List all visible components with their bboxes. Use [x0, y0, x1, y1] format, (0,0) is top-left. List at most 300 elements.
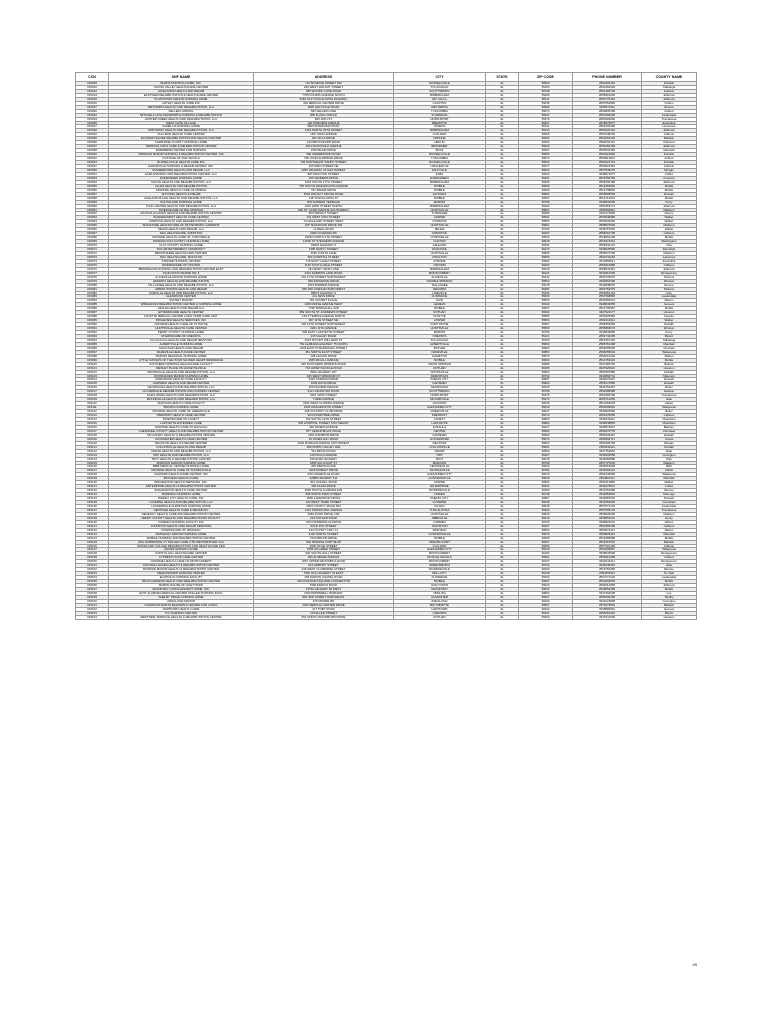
table-cell: 36266: [519, 291, 573, 295]
table-cell: 015050: [76, 168, 109, 172]
table-cell: AL: [486, 153, 519, 157]
table-cell: 36037: [519, 410, 573, 414]
table-cell: 2563321826: [573, 153, 642, 157]
column-header: COUNTY NAME: [642, 73, 697, 82]
table-cell: 015161: [76, 603, 109, 607]
table-cell: AL: [486, 386, 519, 390]
table-cell: 1825 HOLTVILLE ROAD: [254, 105, 394, 109]
table-cell: AL: [486, 497, 519, 501]
table-cell: 36756: [519, 331, 573, 335]
table-cell: 3346874627: [573, 425, 642, 429]
table-cell: AL: [486, 390, 519, 394]
table-cell: 1655 MCGILL AVENUE: [254, 358, 394, 362]
table-cell: 35563: [519, 299, 573, 303]
table-cell: Geneva: [642, 303, 697, 307]
table-cell: 612 LUDINGTON ROAD: [254, 390, 394, 394]
table-cell: 3406 EAST PUSHMATAHA STREET: [254, 346, 394, 350]
table-cell: 300 MEDICAL CENTER DRIVE: [254, 101, 394, 105]
table-cell: 3342892741: [573, 374, 642, 378]
table-cell: HANCEVILLE NURSING & REHAB CENTER, INC.: [109, 165, 254, 169]
column-header: ADDRESS: [254, 73, 394, 82]
table-cell: HUNTSVILLE: [394, 208, 486, 212]
table-cell: 2053405111: [573, 572, 642, 576]
table-cell: 2565829261: [573, 532, 642, 536]
table-cell: 2057554960: [573, 101, 642, 105]
table-cell: GEORGIANA HEALTH AND REHABILITATION, LLC: [109, 386, 254, 390]
table-cell: 3343823066: [573, 410, 642, 414]
table-cell: Geneva: [642, 607, 697, 611]
table-cell: AL: [486, 342, 519, 346]
table-cell: FLORENCE: [394, 295, 486, 299]
table-cell: 3343354629: [573, 501, 642, 505]
table-cell: DIVERSICARE OF OXFORD: [109, 263, 254, 267]
table-cell: 2053253171: [573, 204, 642, 208]
table-cell: 015160: [76, 599, 109, 603]
table-cell: 015047: [76, 165, 109, 169]
table-cell: MONTGOMERY: [394, 560, 486, 564]
table-cell: 015067: [76, 232, 109, 236]
table-cell: MOBILE NURSING AND REHABILITATION CENTER: [109, 536, 254, 540]
table-cell: ATHENS: [394, 125, 486, 129]
table-cell: HUEYTOWN: [394, 584, 486, 588]
table-cell: ARBOR WOODS HEALTH AND REHAB: [109, 287, 254, 291]
table-cell: 3346443111: [573, 418, 642, 422]
table-cell: Marshall: [642, 477, 697, 481]
table-cell: 2563814541: [573, 157, 642, 161]
table-cell: Tallapoosa: [642, 548, 697, 552]
table-cell: CROWNE HEALTH CARE OF GREENVILLE: [109, 410, 254, 414]
table-cell: 3104 DAUPHIN SQUARE CONNECTOR: [254, 580, 394, 584]
table-cell: GADSDEN HEALTH AND REHAB CENTER: [109, 382, 254, 386]
table-cell: 015053: [76, 176, 109, 180]
table-cell: 015134: [76, 497, 109, 501]
table-cell: 015015: [76, 97, 109, 101]
table-cell: 36107: [519, 560, 573, 564]
table-cell: 35007: [519, 595, 573, 599]
table-cell: 2569275778: [573, 429, 642, 433]
table-cell: Walker: [642, 220, 697, 224]
table-cell: TUSCUMBIA: [394, 109, 486, 113]
table-cell: 510 ELBA HIGHWAY: [254, 457, 394, 461]
table-cell: 2059325966: [573, 315, 642, 319]
table-cell: BIRMINGHAM: [394, 204, 486, 208]
table-cell: 015158: [76, 591, 109, 595]
table-cell: Escambia: [642, 121, 697, 125]
table-cell: 2565439497: [573, 433, 642, 437]
table-cell: HAMILTON: [394, 354, 486, 358]
table-cell: ONEONTA: [394, 611, 486, 615]
table-cell: COOSA VALLEY HEALTHCARE CENTER: [109, 85, 254, 89]
table-cell: SYLACAUGA: [394, 338, 486, 342]
table-cell: 1607 MAIN AVENUE: [254, 133, 394, 137]
table-cell: CITRONELLE: [394, 236, 486, 240]
table-cell: EASTERN SHORE REHABILITATION AND HEALTH CENTER: [109, 137, 254, 141]
table-cell: MONROE MANOR HEALTH & REHABILITATION CENTER: [109, 568, 254, 572]
table-cell: 35805: [519, 251, 573, 255]
table-cell: 701 MONROE STREET NW: [254, 82, 394, 86]
table-cell: ALABASTER: [394, 595, 486, 599]
table-cell: ENTERPRISE: [394, 485, 486, 489]
table-cell: 015082: [76, 291, 109, 295]
table-cell: MARION REGIONAL NURSING HOME: [109, 354, 254, 358]
table-cell: 35042: [519, 465, 573, 469]
table-cell: Walker: [642, 481, 697, 485]
table-cell: AL: [486, 101, 519, 105]
table-cell: Monroe: [642, 568, 697, 572]
table-cell: Perry: [642, 200, 697, 204]
table-cell: 2563299867: [573, 548, 642, 552]
table-cell: 36607: [519, 307, 573, 311]
table-cell: 36207: [519, 232, 573, 236]
table-cell: 015132: [76, 489, 109, 493]
table-cell: 35661: [519, 556, 573, 560]
table-cell: 015087: [76, 311, 109, 315]
table-cell: Tuscaloosa: [642, 117, 697, 121]
table-cell: AL: [486, 508, 519, 512]
table-cell: 8932 HIGHWAY 227: [254, 370, 394, 374]
table-cell: COLONIAL HAVEN HEALTH & REHABILITATION CENTER: [109, 564, 254, 568]
table-cell: AL: [486, 358, 519, 362]
table-cell: 36604: [519, 358, 573, 362]
table-cell: 015076: [76, 267, 109, 271]
table-cell: AL: [486, 109, 519, 113]
table-cell: 015061: [76, 208, 109, 212]
table-cell: 015121: [76, 445, 109, 449]
table-cell: 015143: [76, 532, 109, 536]
table-cell: 2052742365: [573, 335, 642, 339]
table-cell: Lawrence: [642, 255, 697, 259]
table-cell: 2053734507: [573, 275, 642, 279]
table-cell: 35960: [519, 429, 573, 433]
table-cell: 36420: [519, 599, 573, 603]
table-cell: AL: [486, 421, 519, 425]
table-cell: 36203: [519, 263, 573, 267]
table-cell: 705 NORTHEAST SANDY STREET: [254, 161, 394, 165]
table-cell: ELIOPOLIS NURSING FACILITY: [109, 576, 254, 580]
table-cell: GREENSBORO: [394, 564, 486, 568]
table-cell: 35952: [519, 192, 573, 196]
table-cell: BURNS NURSING HOME, INC.: [109, 82, 254, 86]
table-cell: AL: [486, 516, 519, 520]
table-cell: 35631: [519, 113, 573, 117]
table-cell: 2568255044: [573, 350, 642, 354]
table-cell: 015088: [76, 315, 109, 319]
table-cell: 35111: [519, 97, 573, 101]
table-cell: 015020: [76, 109, 109, 113]
table-cell: ATMORE NURSING CENTER: [109, 259, 254, 263]
table-cell: AL: [486, 287, 519, 291]
table-cell: PIEDMONT: [394, 414, 486, 418]
table-cell: 877 CEDAR BLUFF ROAD: [254, 429, 394, 433]
table-cell: ATMORE: [394, 259, 486, 263]
table-cell: AL: [486, 504, 519, 508]
table-cell: 309 PAPARONE DRIVE: [254, 279, 394, 283]
table-cell: 015148: [76, 552, 109, 556]
table-cell: AL: [486, 117, 519, 121]
table-cell: 35055: [519, 133, 573, 137]
table-cell: 015022: [76, 113, 109, 117]
table-cell: 35976: [519, 477, 573, 481]
table-cell: 015137: [76, 508, 109, 512]
table-cell: ANDALUSIA MANOR: [109, 599, 254, 603]
table-cell: 015144: [76, 536, 109, 540]
table-cell: Chambers: [642, 421, 697, 425]
table-cell: Henry: [642, 516, 697, 520]
table-cell: HUNTSVILLE: [394, 512, 486, 516]
table-cell: TROY HEALTH & REHABILITATION CENTER: [109, 457, 254, 461]
table-cell: 36089: [519, 362, 573, 366]
table-cell: 670 MOORE RD: [254, 599, 394, 603]
table-cell: 201 VILLA DRIVE: [254, 137, 394, 141]
table-cell: Marengo: [642, 493, 697, 497]
table-cell: 35653: [519, 153, 573, 157]
table-cell: PLANTATION MANOR NURSING HOME: [109, 97, 254, 101]
table-cell: Wilcox: [642, 520, 697, 524]
table-cell: AL: [486, 493, 519, 497]
table-cell: SOUTH HEALTH AND REHABILITATION, LLC: [109, 180, 254, 184]
table-cell: 217 TOBY ROAD: [254, 607, 394, 611]
table-cell: CHOCTAW HEALTH AND REHAB: [109, 346, 254, 350]
table-cell: 35801: [519, 224, 573, 228]
table-cell: 35622: [519, 168, 573, 172]
table-cell: CIVIC CENTER HEALTH AND REHABILITATION, LLC: [109, 204, 254, 208]
table-cell: 35976: [519, 532, 573, 536]
table-cell: MAGNOLIA HAVEN HEALTH AND REHABILITATION CENTER: [109, 212, 254, 216]
table-cell: GOODWATER HEALTH CARE CENTER: [109, 437, 254, 441]
table-cell: AL: [486, 176, 519, 180]
table-cell: AL: [486, 145, 519, 149]
table-cell: 4800 RIVERVIEW PKWY: [254, 125, 394, 129]
table-cell: 015090: [76, 323, 109, 327]
table-cell: AL: [486, 457, 519, 461]
table-cell: WESTSIDE TERRACE HEALTH & REHABILITATION CENTER: [109, 615, 254, 619]
table-cell: AL: [486, 370, 519, 374]
table-cell: 755 SOUTH WASHINGTON AVENUE: [254, 184, 394, 188]
table-cell: 380 WOODS COVE ROAD: [254, 89, 394, 93]
table-cell: Colbert: [642, 157, 697, 161]
table-cell: SELMA: [394, 228, 486, 232]
table-cell: MONTGOMERY: [394, 552, 486, 556]
table-cell: 015058: [76, 196, 109, 200]
table-cell: 3344934558: [573, 453, 642, 457]
table-cell: ANNISTON: [394, 232, 486, 236]
table-cell: 3342816336: [573, 271, 642, 275]
table-header-row: [76, 73, 697, 82]
table-cell: 959 SOUTH ST. ANDREWS STREET: [254, 311, 394, 315]
table-cell: AL: [486, 607, 519, 611]
table-cell: 36264: [519, 141, 573, 145]
table-cell: MARION: [394, 331, 486, 335]
table-cell: 36092: [519, 105, 573, 109]
table-cell: 36305: [519, 366, 573, 370]
table-cell: 015073: [76, 255, 109, 259]
table-cell: Marion: [642, 354, 697, 358]
table-cell: ELBA NURSING AND REHABILITATION CENTER, LLC: [109, 172, 254, 176]
table-cell: 142 WEST THIRD STREET: [254, 501, 394, 505]
table-cell: 1555 HILLABEE STREET: [254, 548, 394, 552]
table-cell: 100 PINEVIEW AVENUE: [254, 121, 394, 125]
table-cell: AL: [486, 220, 519, 224]
table-cell: 015040: [76, 153, 109, 157]
table-cell: 2054891300: [573, 279, 642, 283]
table-cell: Etowah: [642, 433, 697, 437]
facility-table: [75, 72, 697, 620]
table-cell: SIGNATURE HEALTHCARE OF WHITESBURG GARDENS: [109, 224, 254, 228]
table-cell: GOODWATER: [394, 437, 486, 441]
table-cell: AL: [486, 501, 519, 505]
table-cell: AL: [486, 568, 519, 572]
table-cell: 015072: [76, 251, 109, 255]
table-cell: BAYFIELD HEALTH CARE: [109, 477, 254, 481]
table-cell: Mobile: [642, 307, 697, 311]
table-cell: 2054874211: [573, 528, 642, 532]
table-cell: AL: [486, 85, 519, 89]
table-cell: 015059: [76, 200, 109, 204]
table-cell: AL: [486, 398, 519, 402]
table-cell: CROWNE HEALTH CARE OF MOBILE: [109, 188, 254, 192]
table-cell: AL: [486, 410, 519, 414]
table-cell: Marion: [642, 528, 697, 532]
table-cell: MC CALLA: [394, 97, 486, 101]
table-cell: 108 LEGION DRIVE: [254, 354, 394, 358]
table-cell: Lauderdale: [642, 295, 697, 299]
table-cell: Jefferson: [642, 584, 697, 588]
table-cell: 2516738840: [573, 188, 642, 192]
table-cell: 4320 JUDITH LANE: [254, 251, 394, 255]
table-cell: 35406: [519, 508, 573, 512]
table-cell: 015037: [76, 145, 109, 149]
table-cell: CLOVERDALE REHABILITATION AND NURSING CENTER: [109, 390, 254, 394]
table-cell: 35594: [519, 528, 573, 532]
table-cell: Tuscaloosa: [642, 508, 697, 512]
table-cell: 015042: [76, 157, 109, 161]
table-cell: Calhoun: [642, 414, 697, 418]
table-cell: AL: [486, 595, 519, 599]
table-cell: Dale: [642, 449, 697, 453]
table-cell: 3347941000: [573, 615, 642, 619]
table-cell: Morgan: [642, 441, 697, 445]
table-cell: Cullman: [642, 133, 697, 137]
table-cell: 35645: [519, 504, 573, 508]
table-cell: Macon: [642, 212, 697, 216]
table-cell: 2563405700: [573, 441, 642, 445]
table-cell: 36726: [519, 520, 573, 524]
table-cell: AL: [486, 453, 519, 457]
table-cell: LAFAYETTE EXTENDED CARE: [109, 421, 254, 425]
table-cell: DOTHAN: [394, 311, 486, 315]
table-cell: 36541: [519, 588, 573, 592]
table-cell: 015098: [76, 354, 109, 358]
table-cell: Mobile: [642, 536, 697, 540]
table-cell: 1900 OLIVE STREET: [254, 544, 394, 548]
table-cell: ALBERTVILLE NURSING HOME: [109, 342, 254, 346]
table-cell: 3345660880: [573, 457, 642, 461]
table-cell: MOUNDVILLE HEALTH AND REHABILITATION, LLC: [109, 398, 254, 402]
column-header: CCN: [76, 73, 109, 82]
table-cell: 36427: [519, 121, 573, 125]
table-cell: 35010: [519, 548, 573, 552]
table-cell: 733 MARY VANN LANE: [254, 267, 394, 271]
table-cell: AL: [486, 299, 519, 303]
table-cell: AL: [486, 291, 519, 295]
table-cell: Mobile: [642, 580, 697, 584]
table-cell: Jefferson: [642, 129, 697, 133]
table-cell: 3347920921: [573, 366, 642, 370]
table-cell: 015017: [76, 105, 109, 109]
table-cell: 590 UNDERWOOD ROAD: [254, 153, 394, 157]
table-cell: Bibb: [642, 465, 697, 469]
table-cell: AL: [486, 133, 519, 137]
table-cell: PIEDMONT HEALTH CARE CENTER: [109, 414, 254, 418]
table-cell: Escambia: [642, 259, 697, 263]
table-cell: 015125: [76, 461, 109, 465]
table-cell: 2058361036: [573, 93, 642, 97]
table-cell: Coosa: [642, 437, 697, 441]
table-cell: Chambers: [642, 418, 697, 422]
table-cell: MOBILE: [394, 184, 486, 188]
table-cell: AL: [486, 548, 519, 552]
table-cell: BIRMINGHAM: [394, 129, 486, 133]
table-cell: AL: [486, 192, 519, 196]
table-cell: 015142: [76, 528, 109, 532]
column-header: SNF NAME: [109, 73, 254, 82]
table-cell: Lauderdale: [642, 113, 697, 117]
table-cell: ALEXANDER CITY: [394, 548, 486, 552]
table-cell: AL: [486, 97, 519, 101]
table-cell: 2567671432: [573, 576, 642, 580]
table-cell: CLAY COUNTY NURSING HOME: [109, 244, 254, 248]
table-cell: 015123: [76, 453, 109, 457]
table-cell: Franklin: [642, 82, 697, 86]
table-cell: 35128: [519, 572, 573, 576]
table-cell: 1200 MAPLE AVENUE WEST: [254, 303, 394, 307]
table-cell: BAY MINETTE: [394, 603, 486, 607]
table-cell: 3342953803: [573, 493, 642, 497]
table-cell: PHENIX CITY HEALTH CARE, INC: [109, 497, 254, 501]
table-cell: 2565399111: [573, 208, 642, 212]
table-cell: 015064: [76, 220, 109, 224]
table-cell: LINEVILLE: [394, 291, 486, 295]
table-cell: WETUMPKA HEALTH AND REHABILITATION, LLC: [109, 105, 254, 109]
table-cell: AL: [486, 240, 519, 244]
table-cell: 015096: [76, 346, 109, 350]
table-cell: Morgan: [642, 168, 697, 172]
table-cell: 36049: [519, 501, 573, 505]
table-cell: 1201 22ND STREET NORTH: [254, 204, 394, 208]
table-cell: 015036: [76, 141, 109, 145]
table-cell: 36401: [519, 176, 573, 180]
table-cell: CULLMAN HEALTH CARE CENTER: [109, 133, 254, 137]
table-cell: 35570: [519, 354, 573, 358]
table-cell: 015131: [76, 485, 109, 489]
table-cell: 015127: [76, 469, 109, 473]
table-cell: AL: [486, 216, 519, 220]
table-cell: COLLINSVILLE HEALTH AND REHAB: [109, 445, 254, 449]
table-cell: AL: [486, 204, 519, 208]
table-cell: AL: [486, 433, 519, 437]
table-cell: AL: [486, 378, 519, 382]
column-header: STATE: [486, 73, 519, 82]
table-cell: 35474: [519, 398, 573, 402]
table-cell: DOUBLE SPRINGS: [394, 279, 486, 283]
table-cell: 2059261000: [573, 465, 642, 469]
table-cell: BIRMINGHAM: [394, 267, 486, 271]
table-cell: 35072: [519, 437, 573, 441]
table-cell: 015102: [76, 370, 109, 374]
table-cell: AL: [486, 520, 519, 524]
table-cell: 015130: [76, 481, 109, 485]
table-cell: AL: [486, 208, 519, 212]
